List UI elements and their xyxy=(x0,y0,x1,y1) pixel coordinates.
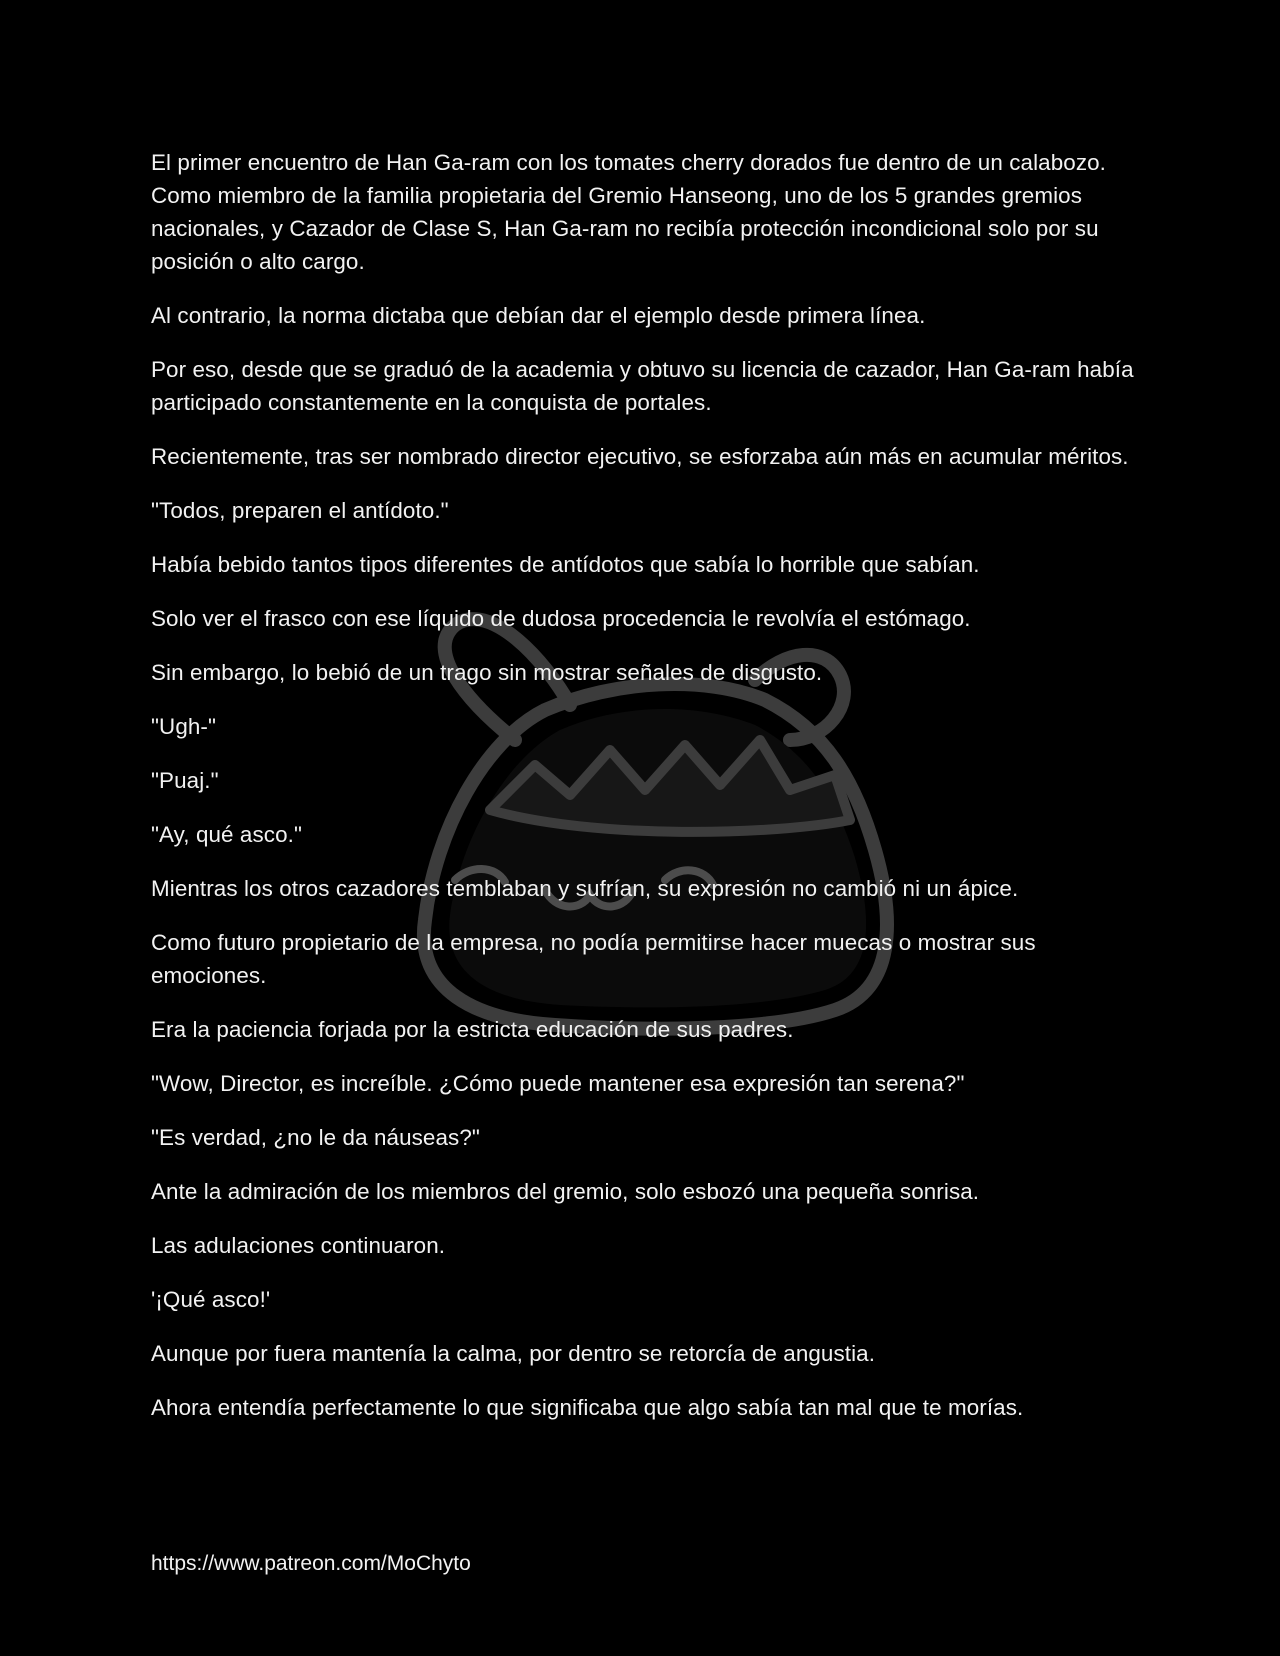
paragraph-17: Ante la admiración de los miembros del gremio, solo esbozó una pequeña sonrisa. xyxy=(151,1179,980,1204)
paragraph-16: "Es verdad, ¿no le da náuseas?" xyxy=(151,1125,480,1150)
paragraph-6: Había bebido tantos tipos diferentes de antídotos que sabía lo horrible que sabían. xyxy=(151,552,980,577)
paragraph-13: Como futuro propietario de la empresa, no podía permitirse hacer muecas o mostrar sus emociones. xyxy=(151,930,1036,988)
paragraph-2: Al contrario, la norma dictaba que debían dar el ejemplo desde primera línea. xyxy=(151,303,926,328)
paragraph-9: "Ugh-" xyxy=(151,714,217,739)
paragraph-4: Recientemente, tras ser nombrado director ejecutivo, se esforzaba aún más en acumular méritos. xyxy=(151,444,1129,469)
paragraph-21: Ahora entendía perfectamente lo que significaba que algo sabía tan mal que te morías. xyxy=(151,1395,1024,1420)
patreon-link[interactable]: https://www.patreon.com/MoChyto xyxy=(151,1552,471,1575)
paragraph-18: Las adulaciones continuaron. xyxy=(151,1233,446,1258)
paragraph-3: Por eso, desde que se graduó de la academia y obtuvo su licencia de cazador, Han Ga-ram había participado constantemente en la conquista de portales. xyxy=(151,357,1134,415)
paragraph-14: Era la paciencia forjada por la estricta educación de sus padres. xyxy=(151,1017,794,1042)
paragraph-8: Sin embargo, lo bebió de un trago sin mostrar señales de disgusto. xyxy=(151,660,823,685)
paragraph-5: "Todos, preparen el antídoto." xyxy=(151,498,449,523)
paragraph-12: Mientras los otros cazadores temblaban y sufrían, su expresión no cambió ni un ápice. xyxy=(151,876,1019,901)
paragraph-19: '¡Qué asco!' xyxy=(151,1287,271,1312)
paragraph-20: Aunque por fuera mantenía la calma, por dentro se retorcía de angustia. xyxy=(151,1341,876,1366)
paragraph-10: "Puaj." xyxy=(151,768,219,793)
paragraph-11: "Ay, qué asco." xyxy=(151,822,302,847)
paragraph-1: El primer encuentro de Han Ga-ram con los tomates cherry dorados fue dentro de un calabozo. Como miembro de la familia propietaria del Gremio Hanseong, uno de los 5 grandes gremios nacionales, y Cazador de Clase S, Han Ga-ram no recibía protección incondicional solo por su posición o alto cargo. xyxy=(151,150,1106,274)
paragraph-15: "Wow, Director, es increíble. ¿Cómo puede mantener esa expresión tan serena?" xyxy=(151,1071,965,1096)
document-body xyxy=(151,146,1136,1445)
paragraph-7: Solo ver el frasco con ese líquido de dudosa procedencia le revolvía el estómago. xyxy=(151,606,971,631)
